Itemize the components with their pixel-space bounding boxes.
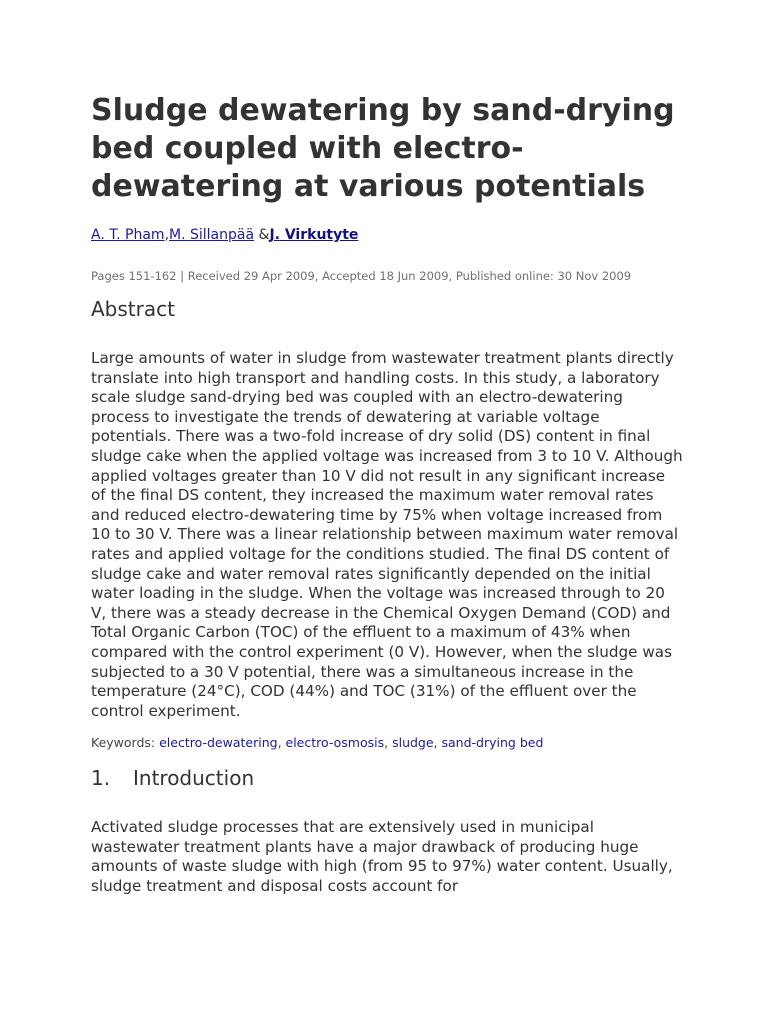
keyword-link[interactable]: sand-drying bed: [441, 735, 544, 751]
keyword-link[interactable]: sludge: [392, 735, 434, 751]
author-link-virkutyte[interactable]: J. Virkutyte: [269, 227, 359, 243]
introduction-heading: [91, 765, 691, 791]
author-link-sillanpaa[interactable]: M. Sillanpää: [169, 227, 255, 243]
author-link-pham[interactable]: A. T. Pham: [91, 227, 165, 243]
keyword-link[interactable]: electro-osmosis: [285, 735, 385, 751]
author-separator-amp: &: [258, 227, 270, 243]
abstract-text: Large amounts of water in sludge from wastewater treatment plants directly translate into high transport and handling costs. In this study, a laboratory scale sludge sand-drying bed was coupled with an electro-dewatering process to investigate the trends of dewatering at variable voltage potentials. There was a two-fold increase of dry solid (DS) content in final sludge cake when the applied voltage was increased from 3 to 10 V. Although applied voltages greater than 10 V did not result in any significant increase of the final DS content, they increased the maximum water removal rates and reduced electro-dewatering time by 75% when voltage increased from 10 to 30 V. There was a linear relationship between maximum water removal rates and applied voltage for the conditions studied. The final DS content of sludge cake and water removal rates significantly depended on the initial water loading in the sludge. When the voltage was increased through to 20 V, there was a steady decrease in the Chemical Oxygen Demand (COD) and Total Organic Carbon (TOC) of the effluent to a maximum of 43% when compared with the control experiment (0 V). However, when the sludge was subjected to a 30 V potential, there was a simultaneous increase in the temperature (24°C), COD (44%) and TOC (31%) of the effluent over the control experiment.: [91, 349, 683, 720]
introduction-text: Activated sludge processes that are extensively used in municipal wastewater treatment plants have a major drawback of producing huge amounts of waste sludge with high (from 95 to 97%) water content. Usually, sludge treatment and disposal costs account for: [91, 818, 673, 896]
article-title: Sludge dewatering by sand-drying bed coupled with electro-dewatering at various potentials: [91, 93, 675, 204]
keywords-label: Keywords:: [91, 735, 156, 751]
section-title: Introduction: [133, 766, 255, 791]
publication-meta: Pages 151-162 | Received 29 Apr 2009, Accepted 18 Jun 2009, Published online: 30 Nov 2009: [91, 269, 632, 283]
keyword-link[interactable]: electro-dewatering: [159, 735, 278, 751]
article: [91, 92, 691, 897]
keywords: Keywords: electro-dewatering, electro-osmosis, sludge, sand-drying bed: [91, 735, 544, 751]
abstract-heading: Abstract: [91, 297, 175, 321]
section-number: 1.: [91, 766, 111, 791]
author-list: [91, 226, 691, 244]
author-separator: ,: [164, 227, 170, 243]
